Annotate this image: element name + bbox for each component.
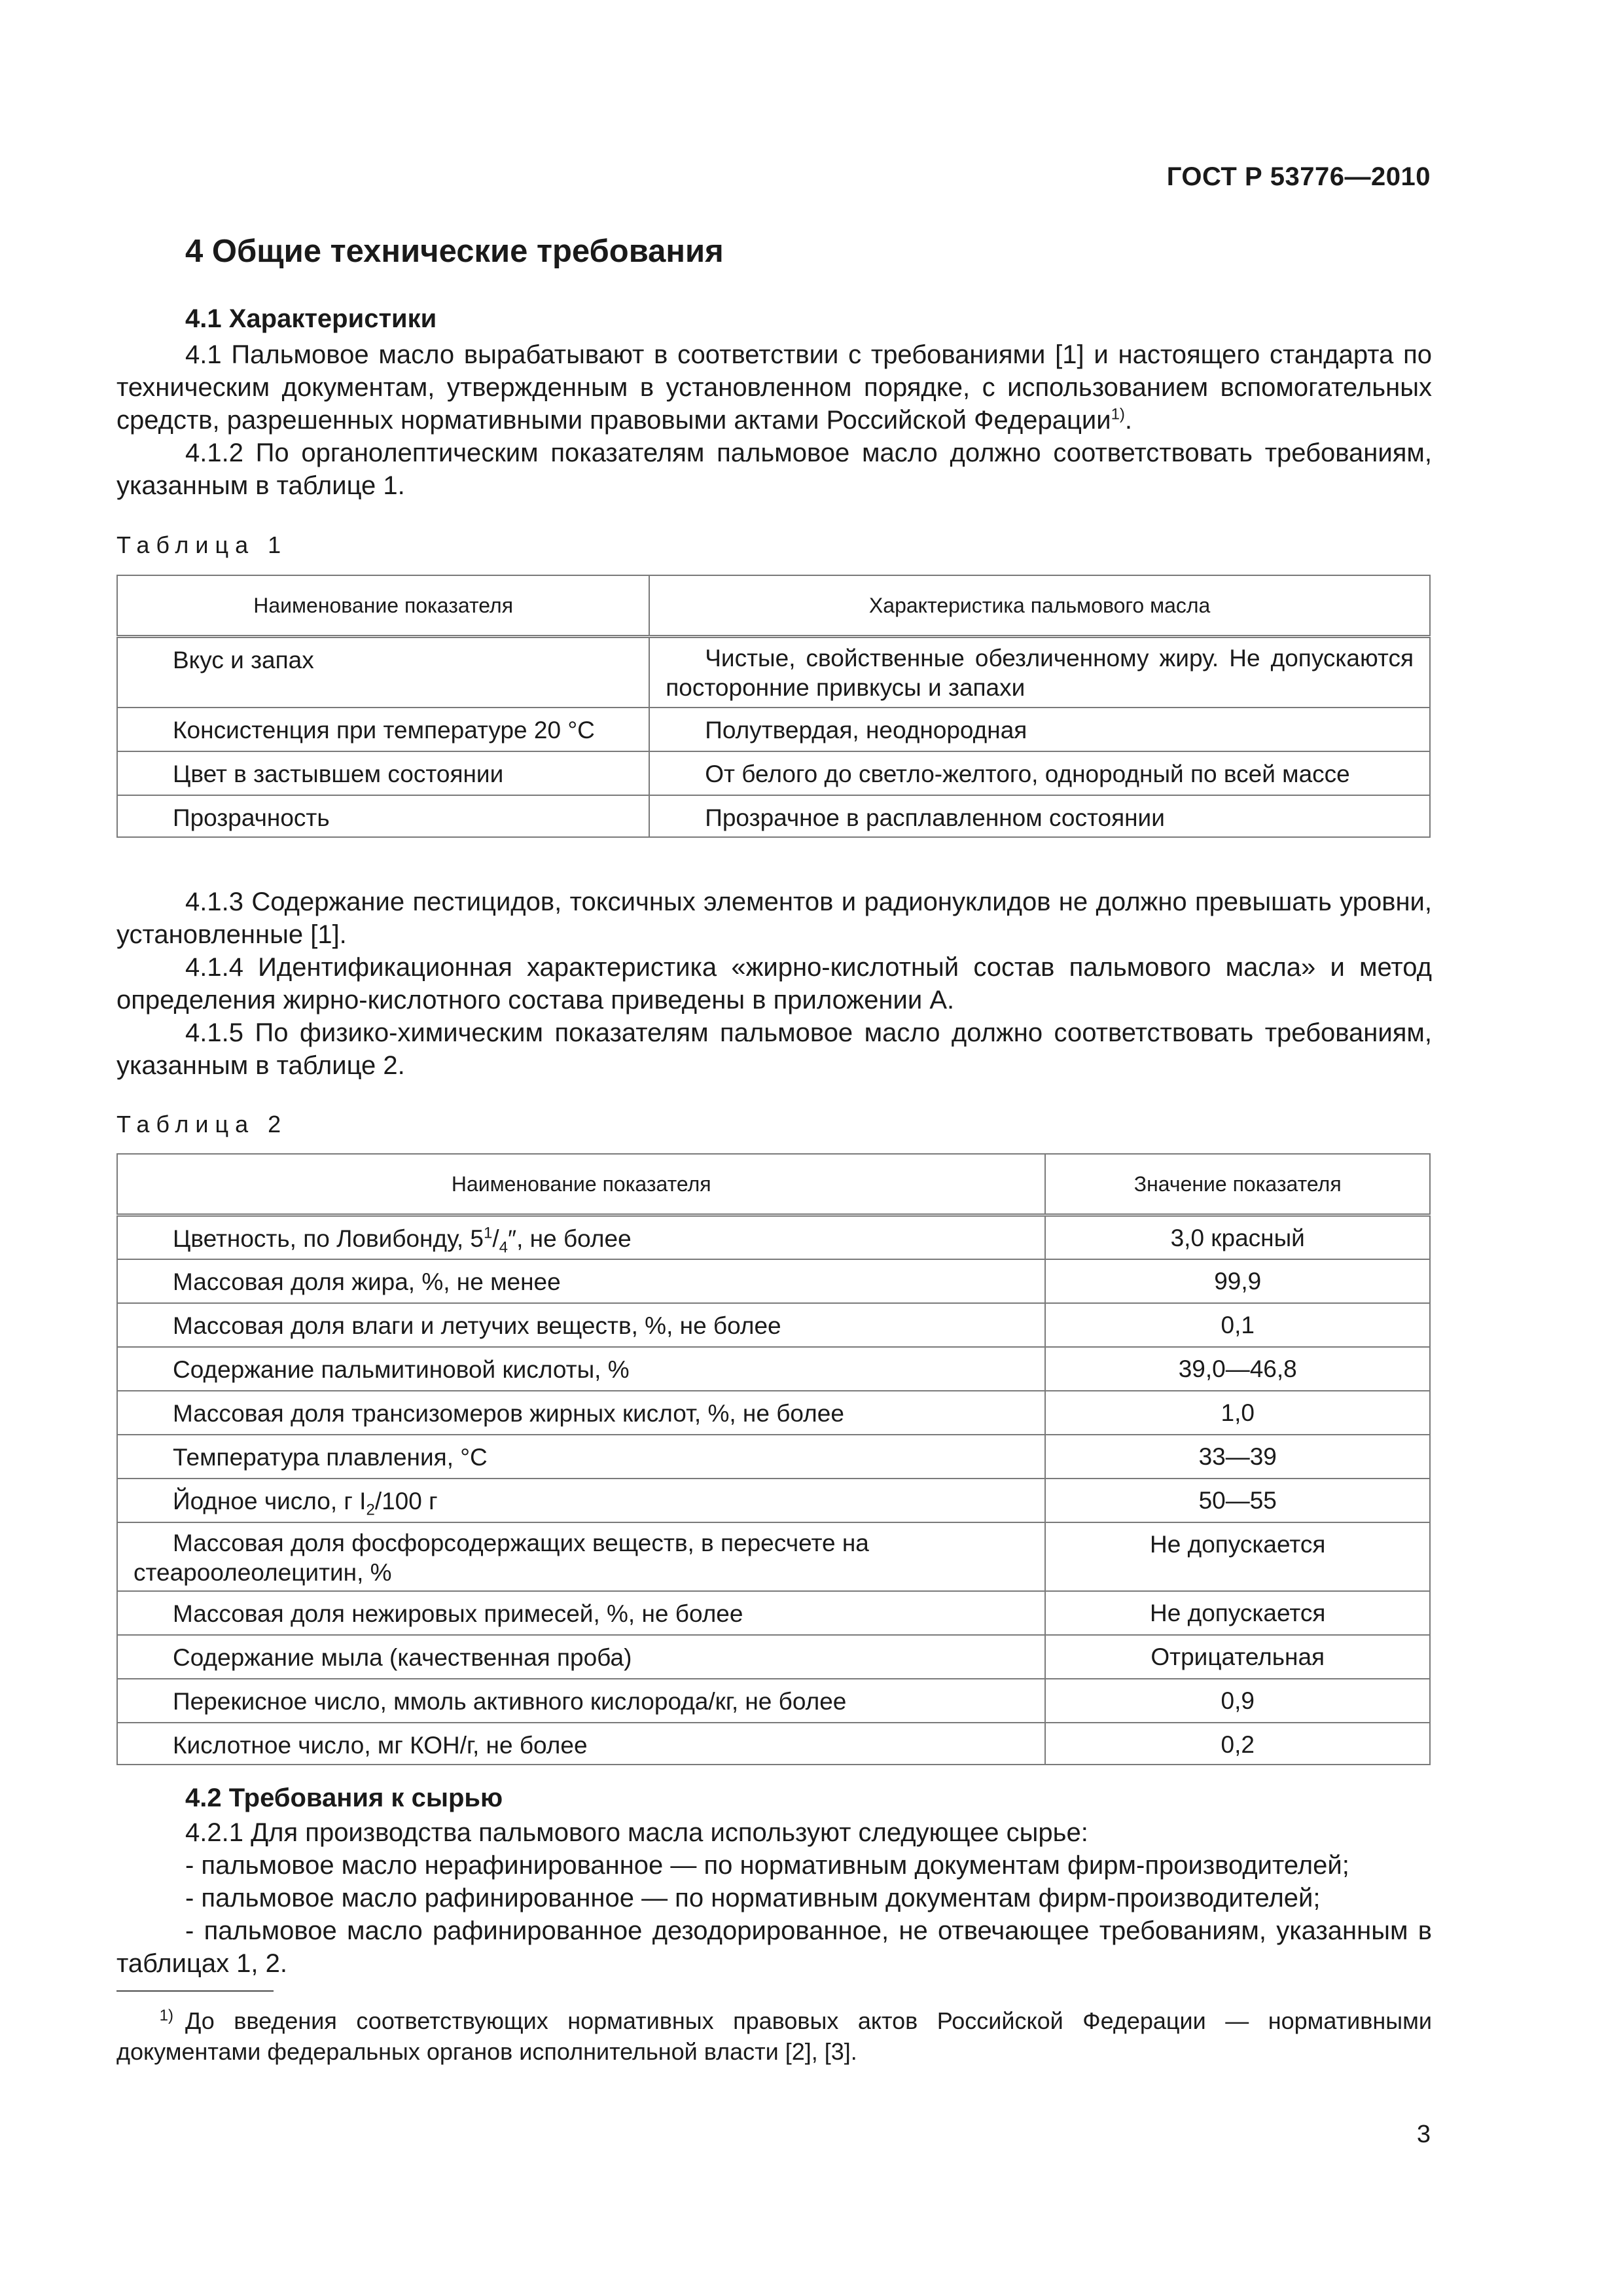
- paragraph-4-1-1: 4.1 Пальмовое масло вырабатывают в соответствии с требованиями [1] и настоящего стандарта по техническим документам, утвержденным в установленном порядке, с использованием вспомогательных средств, разрешенных нормативными правовыми актами Российской Федерации$^{1)}$.: [116, 340, 1432, 435]
- table-header-row: [117, 575, 1430, 637]
- table-row: [117, 1259, 1430, 1303]
- table-header-cell: Значение показателя: [1045, 1154, 1430, 1215]
- paragraph-4-1-3: 4.1.3 Содержание пестицидов, токсичных элементов и радионуклидов не должно превышать уровни, установленные [1].: [116, 888, 1432, 949]
- table-cell: Прозрачное в расплавленном состоянии: [649, 795, 1430, 837]
- table-cell: Массовая доля трансизомеров жирных кислот, %, не более: [117, 1391, 1045, 1435]
- footnote: [116, 2005, 1432, 2067]
- table-cell: Полутвердая, неоднородная: [649, 708, 1430, 751]
- table-cell: Массовая доля фосфорсодержащих веществ, в пересчете на стеароолеолецитин, %: [117, 1522, 1045, 1591]
- table-header-cell: Наименование показателя: [117, 575, 649, 637]
- table-cell: 3,0 красный: [1045, 1215, 1430, 1259]
- table-cell: Кислотное число, мг КОН/г, не более: [117, 1723, 1045, 1765]
- table-cell: Прозрачность: [117, 795, 649, 837]
- table-row: [117, 1635, 1430, 1679]
- table-cell: Цветность, по Ловибонду, $5^1/_4''$, не более: [117, 1215, 1045, 1259]
- standard-code: ГОСТ Р 53776—2010: [1166, 162, 1431, 191]
- table-cell: Консистенция при температуре 20 °С: [117, 708, 649, 751]
- table-cell: Отрицательная: [1045, 1635, 1430, 1679]
- table-row: [117, 1479, 1430, 1522]
- table-cell: Вкус и запах: [117, 637, 649, 708]
- table1-caption: Таблица 1: [116, 531, 288, 558]
- table-row: [117, 1591, 1430, 1635]
- table-cell: 0,2: [1045, 1723, 1430, 1765]
- table-row: [117, 795, 1430, 837]
- table-row: [117, 751, 1430, 795]
- table-cell: Цвет в застывшем состоянии: [117, 751, 649, 795]
- table-header-cell: Характеристика пальмового масла: [649, 575, 1430, 637]
- table-cell: Массовая доля жира, %, не менее: [117, 1259, 1045, 1303]
- list-item: - пальмовое масло рафинированное — по нормативным документам фирм-производителей;: [185, 1884, 1321, 1912]
- table-cell: Не допускается: [1045, 1591, 1430, 1635]
- list-item: - пальмовое масло нерафинированное — по нормативным документам фирм-производителей;: [185, 1851, 1349, 1880]
- table-cell: Массовая доля влаги и летучих веществ, %, не более: [117, 1303, 1045, 1347]
- paragraph-4-1-5: 4.1.5 По физико-химическим показателям пальмовое масло должно соответствовать требованиям, указанным в таблице 2.: [116, 1018, 1432, 1080]
- table-row: [117, 1391, 1430, 1435]
- table-cell: Йодное число, г $I_2/100$ г: [117, 1479, 1045, 1522]
- table-row: [117, 637, 1430, 708]
- table-cell: Массовая доля нежировых примесей, %, не более: [117, 1591, 1045, 1635]
- table-row: [117, 1347, 1430, 1391]
- table-header-cell: Наименование показателя: [117, 1154, 1045, 1215]
- table-row: [117, 1435, 1430, 1479]
- paragraph-4-1-2: 4.1.2 По органолептическим показателям пальмовое масло должно соответствовать требованиям, указанным в таблице 1.: [116, 439, 1432, 500]
- table-row: [117, 1303, 1430, 1347]
- table-cell: Содержание мыла (качественная проба): [117, 1635, 1045, 1679]
- table-cell: Перекисное число, ммоль активного кислорода/кг, не более: [117, 1679, 1045, 1723]
- table-cell: 99,9: [1045, 1259, 1430, 1303]
- table-cell: 33—39: [1045, 1435, 1430, 1479]
- page-number: 3: [1416, 2121, 1431, 2148]
- table-cell: 0,1: [1045, 1303, 1430, 1347]
- table-cell: Чистые, свойственные обезличенному жиру. Не допускаются посторонние привкусы и запахи: [649, 637, 1430, 708]
- table-cell: 1,0: [1045, 1391, 1430, 1435]
- table-cell: Содержание пальмитиновой кислоты, %: [117, 1347, 1045, 1391]
- footnote-ref: 1): [1111, 405, 1125, 423]
- table-row: [117, 1215, 1430, 1259]
- paragraph-4-1-4: 4.1.4 Идентификационная характеристика «жирно-кислотный состав пальмового масла» и метод определения жирно-кислотного состава приведены в приложении А.: [116, 953, 1432, 1014]
- table-row: [117, 1723, 1430, 1765]
- paragraph-4-1-1-text: 4.1 Пальмовое масло вырабатывают в соответствии с требованиями [1] и настоящего стандарта по техническим документам, утвержденным в установленном порядке, с использованием вспомогательных средств, разрешенных нормативными правовыми актами Российской Федерации: [116, 340, 1432, 435]
- table-cell: 39,0—46,8: [1045, 1347, 1430, 1391]
- table-cell: 50—55: [1045, 1479, 1430, 1522]
- subsection-title-4-2: 4.2 Требования к сырью: [185, 1784, 503, 1812]
- table-row: [117, 1679, 1430, 1723]
- table-header-row: [117, 1154, 1430, 1215]
- table-2: [116, 1153, 1431, 1765]
- table-cell: От белого до светло-желтого, однородный по всей массе: [649, 751, 1430, 795]
- list-item: - пальмовое масло рафинированное дезодорированное, не отвечающее требованиям, указанным в таблицах 1, 2.: [116, 1916, 1432, 1978]
- footnote-marker: 1): [159, 2007, 173, 2024]
- table-cell: Температура плавления, °С: [117, 1435, 1045, 1479]
- table-cell: Не допускается: [1045, 1522, 1430, 1591]
- footnote-divider: [116, 1990, 274, 1992]
- footnote-text: До введения соответствующих нормативных правовых актов Российской Федерации — нормативными документами федеральных органов исполнительной власти [2], [3].: [116, 2007, 1432, 2065]
- paragraph-4-2-1: 4.2.1 Для производства пальмового масла используют следующее сырье:: [185, 1818, 1088, 1847]
- table-row: [117, 1522, 1430, 1591]
- table-row: [117, 708, 1430, 751]
- table-cell: 0,9: [1045, 1679, 1430, 1723]
- subsection-title-4-1: 4.1 Характеристики: [185, 304, 437, 333]
- section-title: 4 Общие технические требования: [185, 234, 724, 269]
- table-1: [116, 575, 1431, 838]
- table2-caption: Таблица 2: [116, 1111, 288, 1138]
